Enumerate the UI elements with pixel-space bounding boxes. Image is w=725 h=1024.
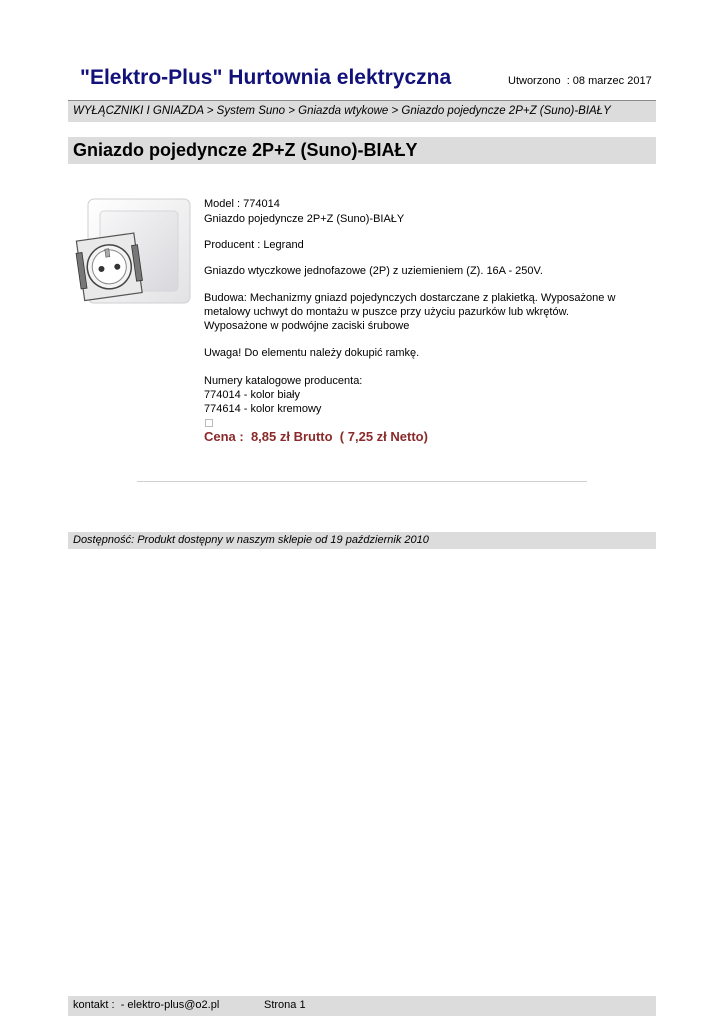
footer — [68, 996, 656, 1016]
product-model: Model : 774014 — [204, 198, 280, 210]
product-price: Cena : 8,85 zł Brutto ( 7,25 zł Netto) — [204, 429, 428, 444]
catalog-item: 774614 - kolor kremowy — [204, 403, 322, 415]
created-date: Utworzono : 08 marzec 2017 — [508, 75, 652, 87]
catalog-item: 774014 - kolor biały — [204, 389, 301, 401]
empty-box-icon — [205, 419, 213, 427]
product-construction-line: Budowa: Mechanizmy gniazd pojedynczych dostarczane z plakietką. Wyposażone w — [204, 292, 616, 304]
breadcrumb-bar — [68, 100, 656, 122]
footer-contact[interactable]: kontakt : - elektro-plus@o2.pl — [73, 999, 220, 1011]
page-number: Strona 1 — [264, 999, 306, 1011]
socket-product-image — [74, 195, 194, 315]
product-name: Gniazdo pojedyncze 2P+Z (Suno)-BIAŁY — [204, 213, 405, 225]
availability-bar — [68, 532, 656, 549]
breadcrumb[interactable]: WYŁĄCZNIKI I GNIAZDA > System Suno > Gniazda wtykowe > Gniazdo pojedyncze 2P+Z (Suno)-BIAŁY — [73, 105, 611, 117]
product-producer: Producent : Legrand — [204, 239, 304, 251]
product-construction-line: metalowy uchwyt do montażu w puszce przy użyciu pazurków lub wkrętów. — [204, 306, 569, 318]
divider — [137, 481, 587, 482]
site-title: "Elektro-Plus" Hurtownia elektryczna — [80, 66, 452, 89]
product-construction-line: Wyposażone w podwójne zaciski śrubowe — [204, 320, 410, 332]
product-title: Gniazdo pojedyncze 2P+Z (Suno)-BIAŁY — [73, 140, 418, 160]
catalog-heading: Numery katalogowe producenta: — [204, 375, 363, 387]
product-warning: Uwaga! Do elementu należy dokupić ramkę. — [204, 347, 420, 359]
product-title-bar — [68, 137, 656, 164]
product-description: Gniazdo wtyczkowe jednofazowe (2P) z uziemieniem (Z). 16A - 250V. — [204, 265, 543, 277]
socket-icon — [74, 195, 194, 315]
availability-text: Dostępność: Produkt dostępny w naszym sklepie od 19 październik 2010 — [73, 534, 429, 546]
